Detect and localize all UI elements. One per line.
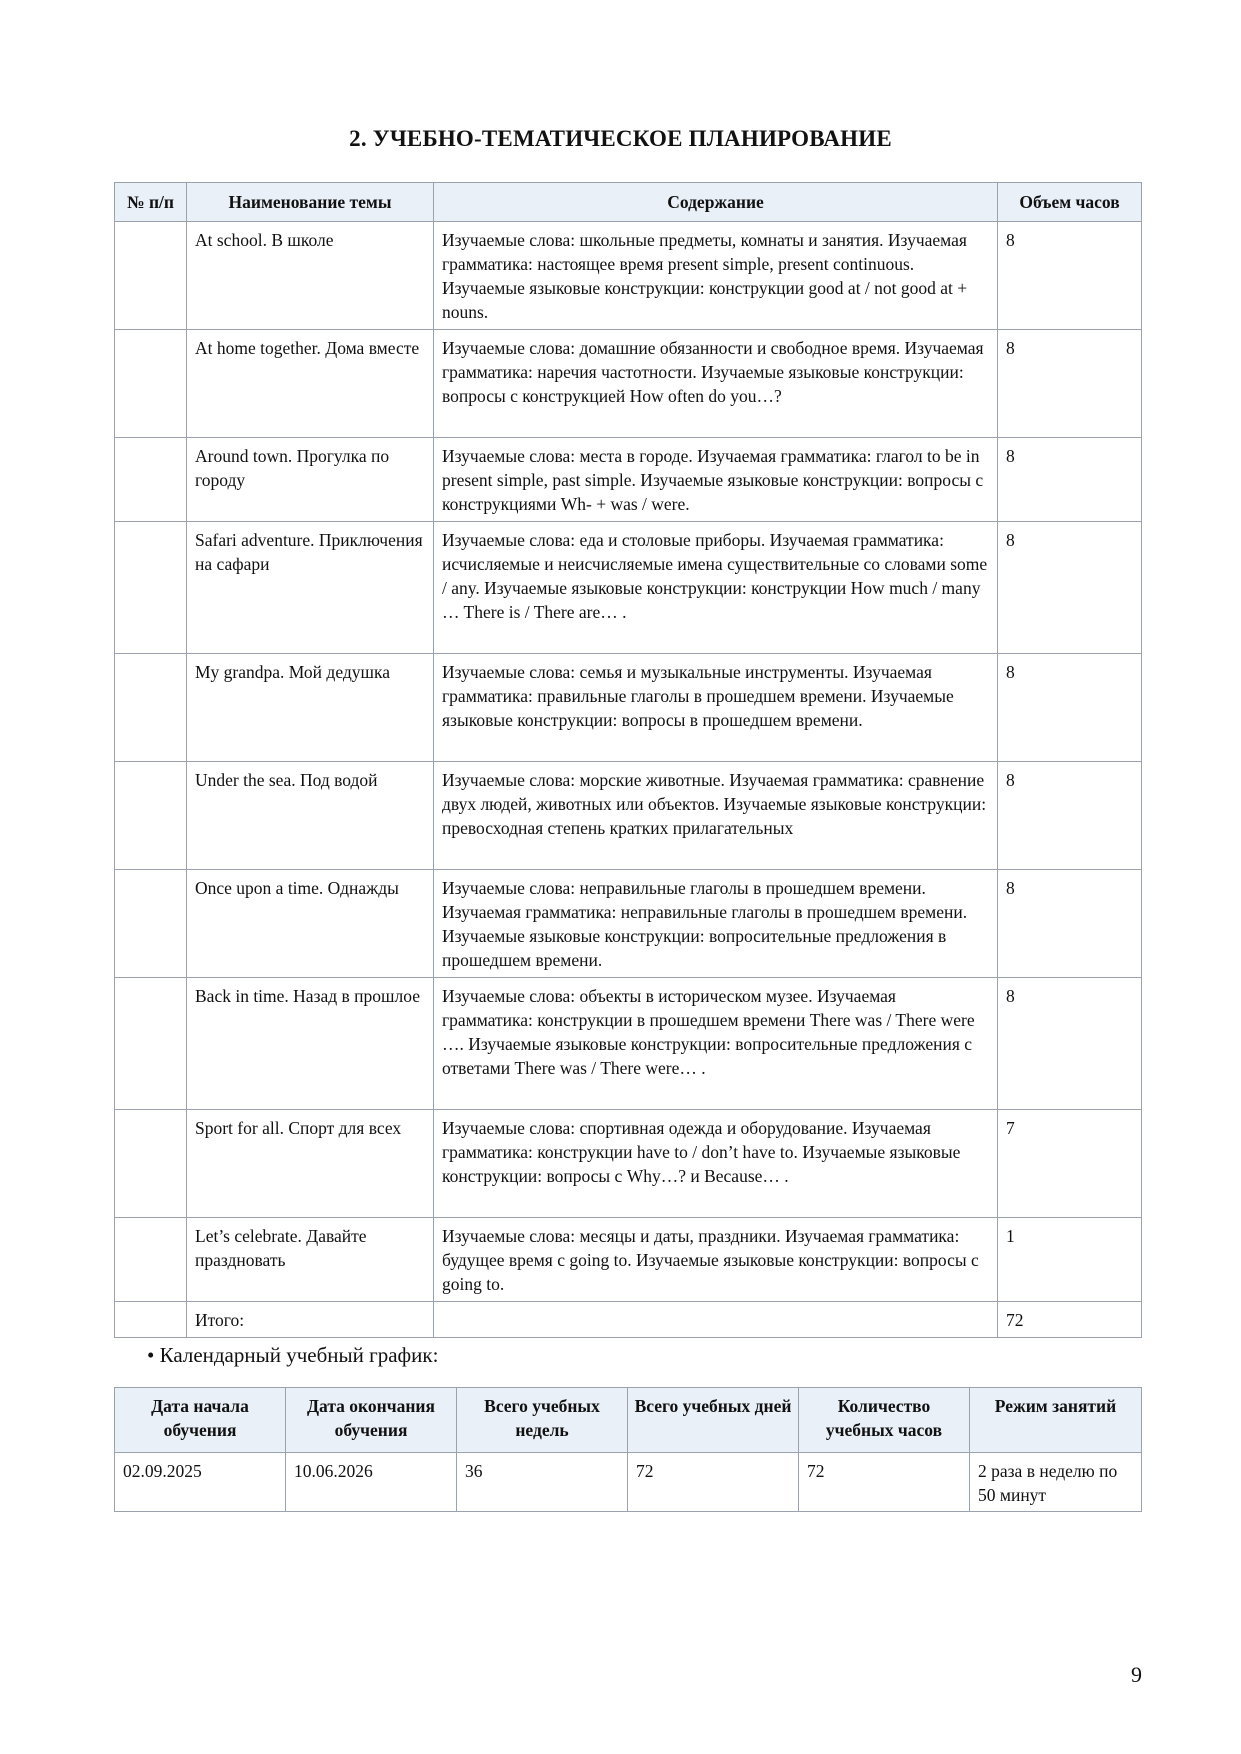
cell-content: Изучаемые слова: домашние обязанности и свободное время. Изучаемая грамматика: наречия частотности. Изучаемые языковые конструкции: вопросы с конструкцией How often do you…? [434, 330, 998, 438]
column-header-number: № п/п [115, 183, 187, 222]
cell-hours: 8 [998, 978, 1142, 1110]
cell-hours: 8 [998, 522, 1142, 654]
table-header-row [115, 183, 1142, 222]
column-header-content: Содержание [434, 183, 998, 222]
cell-number [115, 978, 187, 1110]
cell-content: Изучаемые слова: школьные предметы, комнаты и занятия. Изучаемая грамматика: настоящее время present simple, present continuous. Изучаемые языковые конструкции: конструкции good at / not good at + nouns. [434, 222, 998, 330]
cell-hours: 8 [998, 438, 1142, 522]
cell-content: Изучаемые слова: еда и столовые приборы. Изучаемая грамматика: исчисляемые и неисчисляемые имена существительные со словами some / any. Изучаемые языковые конструкции: конструкции How much / many … There is / There are… . [434, 522, 998, 654]
table-row [115, 978, 1142, 1110]
calendar-schedule-table [114, 1387, 1142, 1512]
total-label: Итого: [187, 1302, 434, 1338]
column-header-weeks: Всего учебных недель [457, 1388, 628, 1453]
table-row [115, 1218, 1142, 1302]
cell-content: Изучаемые слова: неправильные глаголы в прошедшем времени. Изучаемая грамматика: неправильные глаголы в прошедшем времени. Изучаемые языковые конструкции: вопросительные предложения в прошедшем времени. [434, 870, 998, 978]
cell-days: 72 [628, 1453, 799, 1512]
cell-start-date: 02.09.2025 [115, 1453, 286, 1512]
cell-hours: 8 [998, 762, 1142, 870]
table-row [115, 654, 1142, 762]
cell-topic: Once upon a time. Однажды [187, 870, 434, 978]
cell-content: Изучаемые слова: семья и музыкальные инструменты. Изучаемая грамматика: правильные глаголы в прошедшем времени. Изучаемые языковые конструкции: вопросы в прошедшем времени. [434, 654, 998, 762]
cell-hours: 72 [799, 1453, 970, 1512]
table-row [115, 1453, 1142, 1512]
table-row [115, 222, 1142, 330]
cell-hours: 8 [998, 222, 1142, 330]
table-row [115, 522, 1142, 654]
cell-topic: Safari adventure. Приключения на сафари [187, 522, 434, 654]
cell-content: Изучаемые слова: морские животные. Изучаемая грамматика: сравнение двух людей, животных или объектов. Изучаемые языковые конструкции: превосходная степень кратких прилагательных [434, 762, 998, 870]
cell-number [115, 870, 187, 978]
cell-hours: 8 [998, 654, 1142, 762]
table-row [115, 870, 1142, 978]
cell-hours: 1 [998, 1218, 1142, 1302]
cell-number [115, 222, 187, 330]
column-header-end-date: Дата окончания обучения [286, 1388, 457, 1453]
cell-topic: Sport for all. Спорт для всех [187, 1110, 434, 1218]
cell-topic: At home together. Дома вместе [187, 330, 434, 438]
cell-number [115, 1110, 187, 1218]
page-title: 2. УЧЕБНО-ТЕМАТИЧЕСКОЕ ПЛАНИРОВАНИЕ [349, 126, 892, 151]
column-header-schedule: Режим занятий [970, 1388, 1142, 1453]
cell-number [115, 438, 187, 522]
cell-number [115, 654, 187, 762]
cell-content: Изучаемые слова: объекты в историческом музее. Изучаемая грамматика: конструкции в прошедшем времени There was / There were …. Изучаемые языковые конструкции: вопросительные предложения с ответами There was / There were… . [434, 978, 998, 1110]
cell-content: Изучаемые слова: места в городе. Изучаемая грамматика: глагол to be in present simple, past simple. Изучаемые языковые конструкции: вопросы с конструкциями Wh- + was / were. [434, 438, 998, 522]
cell-hours: 7 [998, 1110, 1142, 1218]
cell-topic: At school. В школе [187, 222, 434, 330]
table-header-row [115, 1388, 1142, 1453]
cell-content [434, 1302, 998, 1338]
column-header-days: Всего учебных дней [628, 1388, 799, 1453]
cell-topic: Around town. Прогулка по городу [187, 438, 434, 522]
cell-content: Изучаемые слова: спортивная одежда и оборудование. Изучаемая грамматика: конструкции have to / don’t have to. Изучаемые языковые конструкции: вопросы с Why…? и Because… . [434, 1110, 998, 1218]
thematic-plan-table [114, 182, 1142, 1338]
cell-number [115, 1302, 187, 1338]
cell-topic: Back in time. Назад в прошлое [187, 978, 434, 1110]
page-number: 9 [1131, 1662, 1142, 1687]
table-row [115, 762, 1142, 870]
column-header-topic: Наименование темы [187, 183, 434, 222]
cell-hours: 8 [998, 870, 1142, 978]
cell-topic: Under the sea. Под водой [187, 762, 434, 870]
table-row [115, 438, 1142, 522]
total-hours: 72 [998, 1302, 1142, 1338]
column-header-hours: Количество учебных часов [799, 1388, 970, 1453]
cell-weeks: 36 [457, 1453, 628, 1512]
column-header-start-date: Дата начала обучения [115, 1388, 286, 1453]
cell-number [115, 330, 187, 438]
column-header-hours: Объем часов [998, 183, 1142, 222]
cell-hours: 8 [998, 330, 1142, 438]
cell-number [115, 1218, 187, 1302]
cell-topic: My grandpa. Мой дедушка [187, 654, 434, 762]
cell-number [115, 522, 187, 654]
cell-number [115, 762, 187, 870]
total-row [115, 1302, 1142, 1338]
calendar-heading: • Календарный учебный график: [147, 1343, 439, 1367]
cell-topic: Let’s celebrate. Давайте праздновать [187, 1218, 434, 1302]
cell-end-date: 10.06.2026 [286, 1453, 457, 1512]
table-row [115, 1110, 1142, 1218]
table-row [115, 330, 1142, 438]
cell-content: Изучаемые слова: месяцы и даты, праздники. Изучаемая грамматика: будущее время с going to. Изучаемые языковые конструкции: вопросы с going to. [434, 1218, 998, 1302]
cell-schedule: 2 раза в неделю по 50 минут [970, 1453, 1142, 1512]
